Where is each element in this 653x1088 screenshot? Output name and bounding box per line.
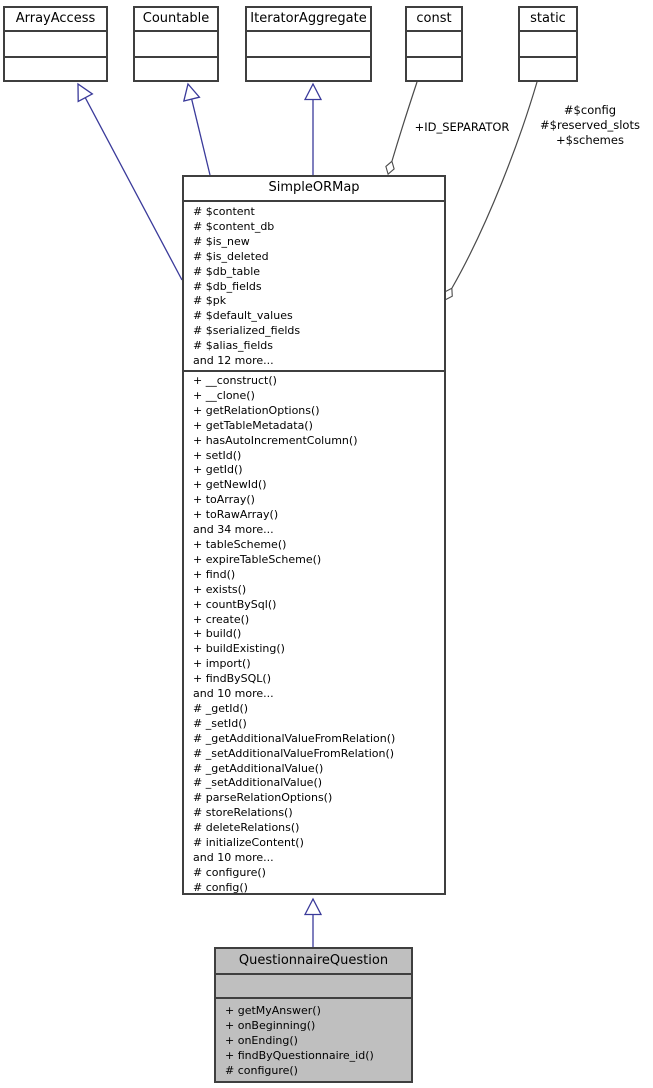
- empty-attributes-compartment: [216, 975, 411, 999]
- edge-label-line: #$config: [563, 103, 617, 117]
- empty-attributes-compartment: [247, 32, 370, 58]
- method-line: + expireTableScheme(): [193, 552, 322, 566]
- method-line: + hasAutoIncrementColumn(): [193, 433, 358, 447]
- methods-compartment: [216, 999, 411, 1081]
- node-const[interactable]: [405, 6, 463, 82]
- empty-attributes-compartment: [520, 32, 576, 58]
- method-line: # configure(): [193, 865, 266, 879]
- class-title: static: [520, 8, 576, 32]
- method-line: and 10 more...: [193, 687, 274, 701]
- method-line: + create(): [193, 612, 250, 626]
- method-line: + findBySQL(): [193, 672, 272, 686]
- method-line: + find(): [193, 567, 236, 581]
- edge-inheritance-arrayaccess: [78, 84, 182, 280]
- method-line: # _setAdditionalValue(): [193, 776, 323, 790]
- class-title: SimpleORMap: [184, 177, 444, 202]
- method-line: + tableScheme(): [193, 537, 287, 551]
- method-line: + build(): [193, 627, 242, 641]
- method-line: + __clone(): [193, 388, 255, 402]
- method-line: # _setAdditionalValueFromRelation(): [193, 746, 395, 760]
- attribute-line: # $is_new: [193, 234, 250, 248]
- attribute-line: # $db_fields: [193, 279, 262, 293]
- attribute-line: # $db_table: [193, 264, 261, 278]
- class-title: const: [407, 8, 461, 32]
- attribute-line: # $pk: [193, 294, 227, 308]
- method-line: # _setId(): [193, 716, 247, 730]
- method-line: + onEnding(): [225, 1033, 298, 1047]
- node-arrayaccess[interactable]: [3, 6, 108, 82]
- node-countable[interactable]: [133, 6, 219, 82]
- method-line: + toRawArray(): [193, 508, 279, 522]
- node-questionnairequestion[interactable]: [214, 947, 413, 1083]
- node-simpleormap[interactable]: [182, 175, 446, 895]
- method-line: and 34 more...: [193, 523, 274, 537]
- method-line: + exists(): [193, 582, 247, 596]
- method-line: + __construct(): [193, 374, 277, 387]
- method-line: # initializeContent(): [193, 836, 304, 850]
- method-line: # deleteRelations(): [193, 821, 300, 835]
- method-line: # _getAdditionalValue(): [193, 761, 324, 775]
- method-line: + toArray(): [193, 493, 255, 507]
- empty-methods-compartment: [407, 58, 461, 80]
- empty-attributes-compartment: [407, 32, 461, 58]
- attribute-line: # $content_db: [193, 219, 275, 233]
- attribute-line: # $is_deleted: [193, 249, 269, 263]
- method-line: # configure(): [225, 1063, 298, 1077]
- methods-compartment: [184, 372, 444, 893]
- edge-inheritance-countable: [188, 84, 210, 175]
- method-line: + getNewId(): [193, 478, 267, 492]
- method-line: # config(): [193, 880, 248, 893]
- attribute-line: # $alias_fields: [193, 339, 274, 353]
- method-line: and 10 more...: [193, 851, 274, 864]
- attribute-line: # $default_values: [193, 309, 293, 323]
- empty-methods-compartment: [135, 58, 217, 80]
- method-line: + import(): [193, 657, 251, 671]
- method-line: + getId(): [193, 463, 243, 477]
- class-title: ArrayAccess: [5, 8, 106, 32]
- empty-methods-compartment: [520, 58, 576, 80]
- node-static[interactable]: [518, 6, 578, 82]
- edge-label-const-members: +ID_SEPARATOR: [414, 120, 510, 134]
- class-title: Countable: [135, 8, 217, 32]
- edge-label-line: #$reserved_slots: [540, 118, 640, 132]
- empty-attributes-compartment: [135, 32, 217, 58]
- method-line: # storeRelations(): [193, 806, 293, 820]
- class-title: IteratorAggregate: [247, 8, 370, 32]
- attributes-compartment: [184, 202, 444, 372]
- attribute-line: # $serialized_fields: [193, 324, 301, 338]
- method-line: + onBeginning(): [225, 1018, 316, 1032]
- method-line: # _getId(): [193, 701, 249, 715]
- method-line: # parseRelationOptions(): [193, 791, 333, 805]
- edge-label-line: +$schemes: [556, 133, 624, 147]
- attribute-line: # $content: [193, 205, 255, 218]
- node-iteratoraggregate[interactable]: [245, 6, 372, 82]
- method-line: + getRelationOptions(): [193, 403, 320, 417]
- method-line: + getTableMetadata(): [193, 418, 313, 432]
- method-line: # _getAdditionalValueFromRelation(): [193, 731, 396, 745]
- method-line: + findByQuestionnaire_id(): [225, 1048, 374, 1062]
- edge-usage-static: [452, 82, 537, 288]
- method-line: + getMyAnswer(): [225, 1004, 321, 1017]
- edge-label-static-members: [527, 103, 653, 148]
- empty-methods-compartment: [247, 58, 370, 80]
- attribute-line: and 12 more...: [193, 354, 274, 368]
- method-line: + setId(): [193, 448, 242, 462]
- method-line: + buildExisting(): [193, 642, 285, 656]
- class-title: QuestionnaireQuestion: [216, 949, 411, 975]
- empty-attributes-compartment: [5, 32, 106, 58]
- empty-methods-compartment: [5, 58, 106, 80]
- method-line: + countBySql(): [193, 597, 277, 611]
